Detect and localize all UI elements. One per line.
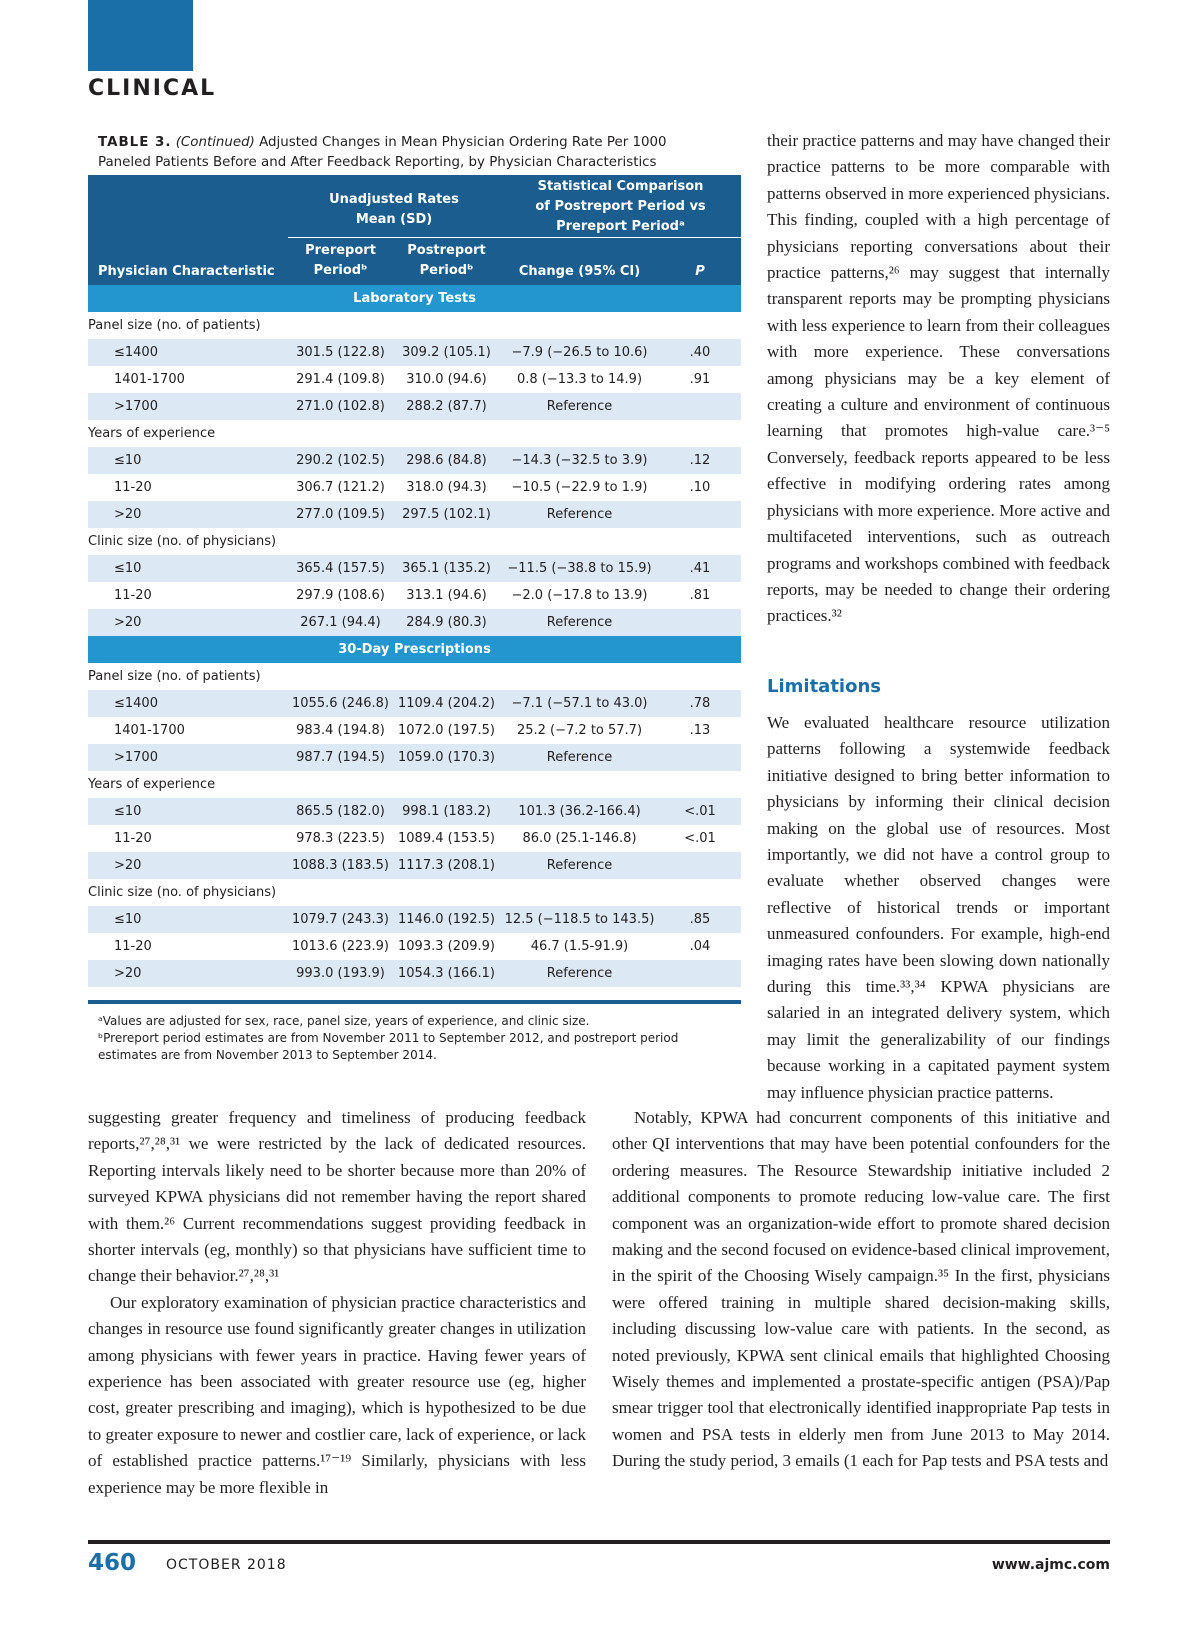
table-note-a: ᵃValues are adjusted for sex, race, panel size, years of experience, and clinic size. bbox=[98, 1014, 590, 1028]
row-label: >1700 bbox=[88, 393, 288, 420]
issue-date: OCTOBER 2018 bbox=[166, 1557, 287, 1573]
table-row bbox=[88, 825, 741, 852]
table-group-label: Clinic size (no. of physicians) bbox=[88, 533, 277, 549]
table-row bbox=[88, 339, 741, 366]
table-row bbox=[88, 366, 741, 393]
p-value: .40 bbox=[659, 339, 741, 366]
header-stat-comparison bbox=[500, 175, 741, 238]
p-value: .41 bbox=[659, 555, 741, 582]
header-stat-line2: of Postreport Period vs bbox=[535, 199, 706, 214]
table-row bbox=[88, 906, 741, 933]
table-group-row bbox=[88, 663, 741, 690]
table-row bbox=[88, 960, 741, 987]
prereport-value: 306.7 (121.2) bbox=[296, 479, 385, 495]
row-label: ≤10 bbox=[88, 798, 288, 825]
limitations-paragraph: We evaluated healthcare resource utilization patterns following a systemwide feedback initiative designed to bring better information to physicians by informing their clinical decision making on the global use of resources. Most importantly, we did not have a control group to evaluate whether observed changes were reflective of historical trends or important unmeasured confounders. For example, high-end imaging rates have been slowing down nationally during this time.³³,³⁴ KPWA physicians are salaried in an integrated delivery system, which may limit the generalizability of our findings because working in a capitated payment system may influence physician practice patterns. bbox=[767, 713, 1110, 1102]
prereport-value: 865.5 (182.0) bbox=[288, 798, 393, 825]
p-value: .85 bbox=[659, 906, 741, 933]
table-row bbox=[88, 501, 741, 528]
p-value bbox=[659, 852, 741, 879]
row-label: >20 bbox=[88, 609, 288, 636]
prereport-value: 993.0 (193.9) bbox=[288, 960, 393, 987]
p-value: .12 bbox=[659, 447, 741, 474]
table-caption-text: Adjusted Changes in Mean Physician Ordering Rate Per 1000 Paneled Patients Before and After Feedback Reporting, by Physician Characteristics bbox=[98, 135, 667, 170]
postreport-value: 309.2 (105.1) bbox=[393, 339, 500, 366]
table-body bbox=[88, 285, 741, 987]
right-top-paragraph: their practice patterns and may have changed their practice patterns to be more comparable with patterns observed in more experienced physicians. This finding, coupled with a high percentage of physicians reporting conversations about their practice patterns,²⁶ may suggest that internally transparent reports may be prompting physicians with less experience to learn from their colleagues with more experience. These conversations among physicians may be a key element of creating a culture and environment of continuous learning that promotes high-value care.³⁻⁵ Conversely, feedback reports appeared to be less effective in modifying ordering rates among physicians with more experience. More active and multifaceted interventions, such as outreach programs and workshops combined with feedback reports, may be needed to change their ordering practices.³² bbox=[767, 131, 1110, 626]
prereport-value: 271.0 (102.8) bbox=[288, 393, 393, 420]
table-section-row bbox=[88, 636, 741, 663]
table-group-label: Panel size (no. of patients) bbox=[88, 668, 261, 684]
p-value bbox=[659, 393, 741, 420]
row-label: >1700 bbox=[88, 744, 288, 771]
row-label: 11-20 bbox=[114, 479, 152, 495]
p-value bbox=[659, 744, 741, 771]
table-row bbox=[88, 555, 741, 582]
prereport-value: 365.4 (157.5) bbox=[288, 555, 393, 582]
header-prereport-line2: Periodᵇ bbox=[313, 263, 368, 279]
change-value: Reference bbox=[500, 501, 659, 528]
change-value: 25.2 (−7.2 to 57.7) bbox=[516, 722, 643, 738]
change-value: 101.3 (36.2-166.4) bbox=[500, 798, 659, 825]
change-value: −2.0 (−17.8 to 13.9) bbox=[511, 587, 648, 603]
postreport-value: 1109.4 (204.2) bbox=[393, 690, 500, 717]
postreport-value: 284.9 (80.3) bbox=[393, 609, 500, 636]
bottom-left-column bbox=[88, 1105, 586, 1501]
postreport-value: 1089.4 (153.5) bbox=[398, 830, 495, 846]
table-group-label: Years of experience bbox=[88, 425, 216, 441]
prereport-value: 978.3 (223.5) bbox=[296, 830, 385, 846]
change-value: 12.5 (−118.5 to 143.5) bbox=[500, 906, 659, 933]
table-row bbox=[88, 609, 741, 636]
change-value: Reference bbox=[500, 960, 659, 987]
postreport-value: 298.6 (84.8) bbox=[393, 447, 500, 474]
change-value: 86.0 (25.1-146.8) bbox=[522, 830, 637, 846]
row-label: ≤10 bbox=[88, 447, 288, 474]
header-stat-line1: Statistical Comparison bbox=[537, 179, 704, 194]
table-group-label: Years of experience bbox=[88, 776, 216, 792]
p-value: <.01 bbox=[684, 830, 716, 846]
table-caption-label: TABLE 3. bbox=[98, 135, 172, 150]
change-value: Reference bbox=[500, 852, 659, 879]
change-value: −7.9 (−26.5 to 10.6) bbox=[500, 339, 659, 366]
postreport-value: 1117.3 (208.1) bbox=[393, 852, 500, 879]
table-caption bbox=[98, 133, 718, 173]
postreport-value: 288.2 (87.7) bbox=[393, 393, 500, 420]
table-group-row bbox=[88, 879, 741, 906]
row-label: 11-20 bbox=[114, 587, 152, 603]
postreport-value: 1146.0 (192.5) bbox=[393, 906, 500, 933]
prereport-value: 291.4 (109.8) bbox=[296, 371, 385, 387]
section-label: CLINICAL bbox=[88, 76, 217, 101]
row-label: >20 bbox=[88, 501, 288, 528]
table-row bbox=[88, 474, 741, 501]
row-label: 1401-1700 bbox=[114, 722, 185, 738]
bottom-left-paragraph-2: Our exploratory examination of physician practice characteristics and changes in resource use found significantly greater changes in utilization among physicians with fewer years in practice. Having fewer years of experience has been associated with greater resource use (eg, higher cost, greater prescribing and imaging), which is hypothesized to be due to greater exposure to newer and costlier care, lack of experience, or lack of established practice patterns.¹⁷⁻¹⁹ Similarly, physicians with less experience may be more flexible in bbox=[88, 1292, 586, 1497]
prereport-value: 987.7 (194.5) bbox=[288, 744, 393, 771]
prereport-value: 983.4 (194.8) bbox=[296, 722, 385, 738]
postreport-value: 297.5 (102.1) bbox=[393, 501, 500, 528]
header-postreport-line2: Periodᵇ bbox=[419, 263, 474, 279]
table-group-row bbox=[88, 312, 741, 339]
change-value: Reference bbox=[500, 393, 659, 420]
prereport-value: 290.2 (102.5) bbox=[288, 447, 393, 474]
postreport-value: 1059.0 (170.3) bbox=[393, 744, 500, 771]
p-value: <.01 bbox=[659, 798, 741, 825]
table-caption-continued: (Continued) bbox=[175, 135, 255, 150]
prereport-value: 297.9 (108.6) bbox=[296, 587, 385, 603]
change-value: −10.5 (−22.9 to 1.9) bbox=[511, 479, 648, 495]
header-postreport bbox=[393, 238, 500, 285]
bottom-right-paragraph-1: Notably, KPWA had concurrent components of this initiative and other QI interventions that may have been potential confounders for the ordering measures. The Resource Stewardship initiative included 2 additional components to promote reducing low-value care. The first component was an organization-wide effort to promote shared decision making and the second focused on evidence-based clinical improvement, in the spirit of the Choosing Wisely campaign.³⁵ In the first, physicians were offered training in multiple shared decision-making skills, including discussing low-value care with patients. In the second, as noted previously, KPWA sent clinical emails that highlighted Choosing Wisely themes and implemented a prostate-specific antigen (PSA)/Pap smear trigger tool that electronically identified inappropriate Pap tests in women and PSA tests in elderly men from June 2013 to May 2014. During the study period, 3 emails (1 each for Pap tests and PSA tests and bbox=[612, 1108, 1110, 1471]
postreport-value: 998.1 (183.2) bbox=[393, 798, 500, 825]
header-prereport-line1: Prereport bbox=[305, 243, 376, 259]
row-label: ≤10 bbox=[88, 906, 288, 933]
table-row bbox=[88, 933, 741, 960]
table-group-row bbox=[88, 528, 741, 555]
change-value: −11.5 (−38.8 to 15.9) bbox=[500, 555, 659, 582]
header-unadjusted-line1: Unadjusted Rates bbox=[329, 192, 459, 207]
limitations-section bbox=[767, 710, 1110, 1106]
bottom-right-column bbox=[612, 1105, 1110, 1475]
table-group-label: Panel size (no. of patients) bbox=[88, 317, 261, 333]
prereport-value: 1055.6 (246.8) bbox=[288, 690, 393, 717]
postreport-value: 318.0 (94.3) bbox=[406, 479, 487, 495]
row-label: 11-20 bbox=[114, 830, 152, 846]
prereport-value: 301.5 (122.8) bbox=[288, 339, 393, 366]
table-row bbox=[88, 852, 741, 879]
change-value: 46.7 (1.5-91.9) bbox=[530, 938, 629, 954]
table-note-b: ᵇPrereport period estimates are from November 2011 to September 2012, and postreport period estimates are from November 2013 to September 2014. bbox=[98, 1031, 679, 1062]
p-value bbox=[659, 609, 741, 636]
p-value bbox=[659, 501, 741, 528]
postreport-value: 1093.3 (209.9) bbox=[398, 938, 495, 954]
change-value: 0.8 (−13.3 to 14.9) bbox=[516, 371, 643, 387]
header-stat-line3: Prereport Periodᵃ bbox=[556, 219, 685, 234]
postreport-value: 310.0 (94.6) bbox=[406, 371, 487, 387]
table-section-title: Laboratory Tests bbox=[88, 285, 741, 312]
table-notes bbox=[98, 1013, 728, 1064]
row-label: 11-20 bbox=[114, 938, 152, 954]
prereport-value: 277.0 (109.5) bbox=[288, 501, 393, 528]
prereport-value: 1013.6 (223.9) bbox=[292, 938, 389, 954]
header-prereport bbox=[288, 238, 393, 285]
postreport-value: 365.1 (135.2) bbox=[393, 555, 500, 582]
header-unadjusted bbox=[288, 175, 500, 238]
change-value: Reference bbox=[500, 744, 659, 771]
table-row bbox=[88, 582, 741, 609]
row-label: >20 bbox=[88, 960, 288, 987]
prereport-value: 1088.3 (183.5) bbox=[288, 852, 393, 879]
right-column-top bbox=[767, 128, 1110, 630]
page-number: 460 bbox=[88, 1550, 137, 1576]
row-label: ≤10 bbox=[88, 555, 288, 582]
p-value: .04 bbox=[689, 938, 711, 954]
postreport-value: 1054.3 (166.1) bbox=[393, 960, 500, 987]
header-change: Change (95% CI) bbox=[518, 263, 641, 279]
row-label: 1401-1700 bbox=[114, 371, 185, 387]
bottom-left-paragraph-1: suggesting greater frequency and timeliness of producing feedback reports,²⁷,²⁸,³¹ we were restricted by the lack of dedicated resources. Reporting intervals likely need to be shorter because more than 20% of surveyed KPWA physicians did not remember having the report shared with them.²⁶ Current recommendations suggest providing feedback in shorter intervals (eg, monthly) so that physicians have sufficient time to change their behavior.²⁷,²⁸,³¹ bbox=[88, 1108, 586, 1286]
p-value: .78 bbox=[659, 690, 741, 717]
table-row bbox=[88, 717, 741, 744]
p-value: .13 bbox=[689, 722, 711, 738]
p-value: .91 bbox=[689, 371, 711, 387]
table-row bbox=[88, 798, 741, 825]
p-value: .81 bbox=[689, 587, 711, 603]
table-row bbox=[88, 393, 741, 420]
header-physician-characteristic: Physician Characteristic bbox=[98, 263, 275, 279]
row-label: ≤1400 bbox=[88, 339, 288, 366]
change-value: Reference bbox=[500, 609, 659, 636]
header-unadjusted-line2: Mean (SD) bbox=[355, 212, 433, 227]
table-row bbox=[88, 447, 741, 474]
change-value: −14.3 (−32.5 to 3.9) bbox=[500, 447, 659, 474]
header-spacer bbox=[88, 175, 288, 238]
p-value: .10 bbox=[689, 479, 711, 495]
header-p: P bbox=[695, 263, 705, 279]
row-label: ≤1400 bbox=[88, 690, 288, 717]
table-section-title: 30-Day Prescriptions bbox=[88, 636, 741, 663]
table-row bbox=[88, 690, 741, 717]
prereport-value: 1079.7 (243.3) bbox=[288, 906, 393, 933]
table-bottom-rule bbox=[88, 1000, 741, 1004]
table-group-row bbox=[88, 420, 741, 447]
row-label: >20 bbox=[88, 852, 288, 879]
data-table bbox=[88, 175, 741, 987]
change-value: −7.1 (−57.1 to 43.0) bbox=[500, 690, 659, 717]
postreport-value: 1072.0 (197.5) bbox=[398, 722, 495, 738]
p-value bbox=[659, 960, 741, 987]
header-color-block bbox=[88, 0, 193, 71]
table-group-row bbox=[88, 771, 741, 798]
header-postreport-line1: Postreport bbox=[407, 243, 486, 259]
postreport-value: 313.1 (94.6) bbox=[406, 587, 487, 603]
table-row bbox=[88, 744, 741, 771]
limitations-heading: Limitations bbox=[767, 676, 881, 697]
website-url: www.ajmc.com bbox=[991, 1557, 1110, 1573]
table-section-row bbox=[88, 285, 741, 312]
footer-rule bbox=[88, 1540, 1110, 1544]
prereport-value: 267.1 (94.4) bbox=[288, 609, 393, 636]
table-group-label: Clinic size (no. of physicians) bbox=[88, 884, 277, 900]
